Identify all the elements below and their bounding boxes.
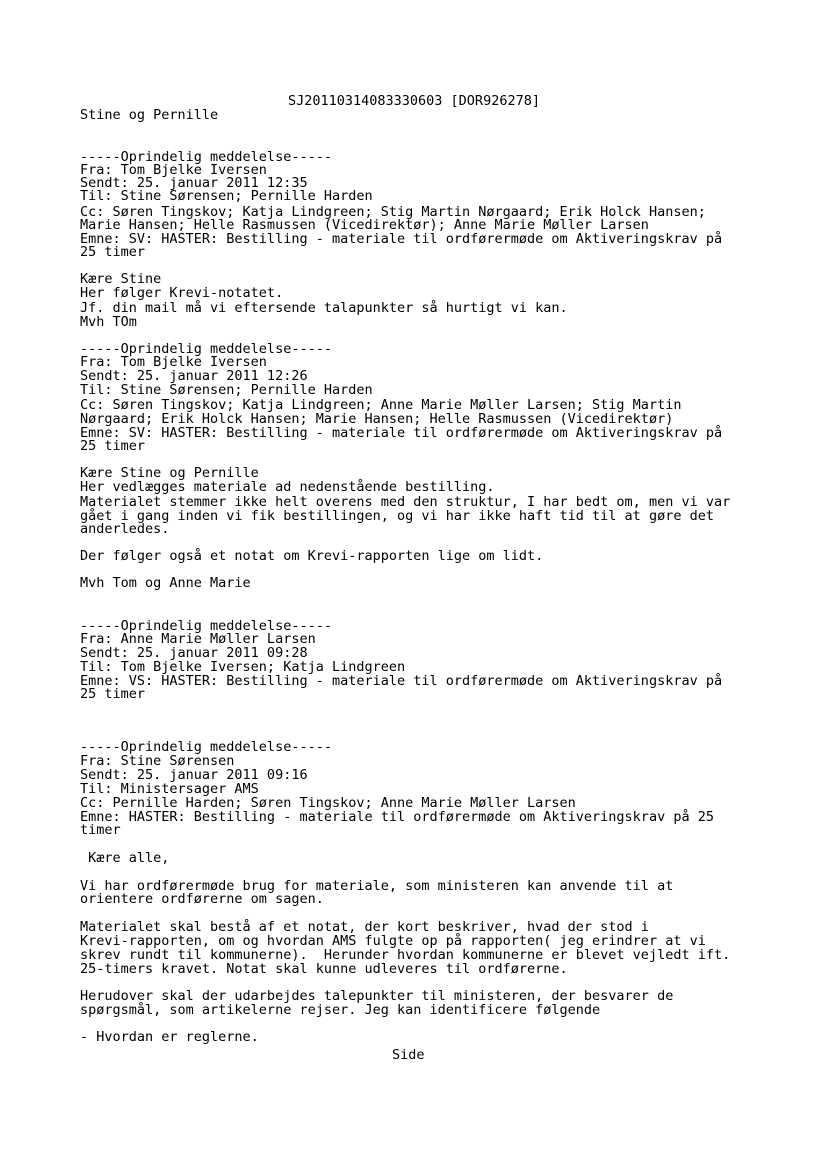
body-line: Kære Stine [80, 271, 162, 287]
body-line: - Hvordan er reglerne. [80, 1029, 259, 1045]
body-line: orientere ordførerne om sagen. [80, 891, 324, 907]
body-line: Her vedlægges materiale ad nedenstående bestilling. [80, 479, 495, 495]
header-subject-cont: 25 timer [80, 244, 146, 260]
body-line: Her følger Krevi-notatet. [80, 285, 284, 301]
header-from: Fra: Tom Bjelke Iversen [80, 354, 267, 370]
body-line: Mvh Tom og Anne Marie [80, 575, 251, 591]
header-cc: Cc: Søren Tingskov; Katja Lindgreen; Stig Martin Nørgaard; Erik Holck Hansen; [80, 204, 706, 220]
message-separator: -----Oprindelig meddelelse----- [80, 149, 332, 165]
header-sent: Sendt: 25. januar 2011 12:35 [80, 175, 308, 191]
header-cc-cont: Nørgaard; Erik Holck Hansen; Marie Hansen; Helle Rasmussen (Vicedirektør) [80, 411, 674, 427]
message-separator: -----Oprindelig meddelelse----- [80, 739, 332, 755]
header-to: Til: Stine Sørensen; Pernille Harden [80, 382, 373, 398]
body-line: Kære Stine og Pernille [80, 465, 259, 481]
body-line: Materialet skal bestå af et notat, der kort beskriver, hvad der stod i [80, 919, 649, 935]
body-line: Krevi-rapporten, om og hvordan AMS fulgte op på rapporten( jeg erindrer at vi [80, 933, 706, 949]
body-line: Vi har ordførermøde brug for materiale, som ministeren kan anvende til at [80, 878, 674, 894]
message-separator: -----Oprindelig meddelelse----- [80, 618, 332, 634]
header-to: Til: Stine Sørensen; Pernille Harden [80, 188, 373, 204]
body-line: anderledes. [80, 521, 170, 537]
header-subject: Emne: SV: HASTER: Bestilling - materiale til ordførermøde om Aktiveringskrav på [80, 231, 723, 247]
message-separator: -----Oprindelig meddelelse----- [80, 341, 332, 357]
header-cc-cont: Marie Hansen; Helle Rasmussen (Vicedirektør); Anne Marie Møller Larsen [80, 217, 649, 233]
header-cc: Cc: Pernille Harden; Søren Tingskov; Anne Marie Møller Larsen [80, 795, 576, 811]
body-line: Herudover skal der udarbejdes talepunkter til ministeren, der besvarer de [80, 988, 674, 1004]
header-subject: Emne: HASTER: Bestilling - materiale til ordførermøde om Aktiveringskrav på 25 [80, 809, 714, 825]
body-line: Der følger også et notat om Krevi-rapporten lige om lidt. [80, 548, 544, 564]
header-from: Fra: Anne Marie Møller Larsen [80, 631, 316, 647]
page-footer: Side [392, 1047, 425, 1063]
header-sent: Sendt: 25. januar 2011 09:16 [80, 767, 308, 783]
body-line: 25-timers kravet. Notat skal kunne udleveres til ordførerne. [80, 961, 568, 977]
header-subject-cont: timer [80, 822, 121, 838]
body-line: spørgsmål, som artikelerne rejser. Jeg kan identificere følgende [80, 1002, 601, 1018]
header-to: Til: Tom Bjelke Iversen; Katja Lindgreen [80, 659, 406, 675]
header-subject: Emne: SV: HASTER: Bestilling - materiale til ordførermøde om Aktiveringskrav på [80, 425, 723, 441]
header-subject: Emne: VS: HASTER: Bestilling - materiale til ordførermøde om Aktiveringskrav på [80, 673, 723, 689]
body-line: Kære alle, [80, 850, 170, 866]
body-line: skrev rundt til kommunerne). Herunder hvordan kommunerne er blevet vejledt ift. [80, 947, 731, 963]
body-line: Materialet stemmer ikke helt overens med den struktur, I har bedt om, men vi var [80, 494, 731, 510]
document-id: SJ20110314083330603 [DOR926278] [288, 93, 540, 109]
header-subject-cont: 25 timer [80, 686, 146, 702]
header-from: Fra: Tom Bjelke Iversen [80, 162, 267, 178]
header-subject-cont: 25 timer [80, 438, 146, 454]
greeting-top: Stine og Pernille [80, 107, 219, 123]
body-line: gået i gang inden vi fik bestillingen, og vi har ikke haft tid til at gøre det [80, 508, 714, 524]
header-sent: Sendt: 25. januar 2011 12:26 [80, 368, 308, 384]
body-line: Jf. din mail må vi eftersende talapunkter så hurtigt vi kan. [80, 300, 568, 316]
header-from: Fra: Stine Sørensen [80, 753, 235, 769]
body-line: Mvh TOm [80, 314, 137, 330]
header-to: Til: Ministersager AMS [80, 781, 259, 797]
header-cc: Cc: Søren Tingskov; Katja Lindgreen; Anne Marie Møller Larsen; Stig Martin [80, 397, 682, 413]
header-sent: Sendt: 25. januar 2011 09:28 [80, 645, 308, 661]
